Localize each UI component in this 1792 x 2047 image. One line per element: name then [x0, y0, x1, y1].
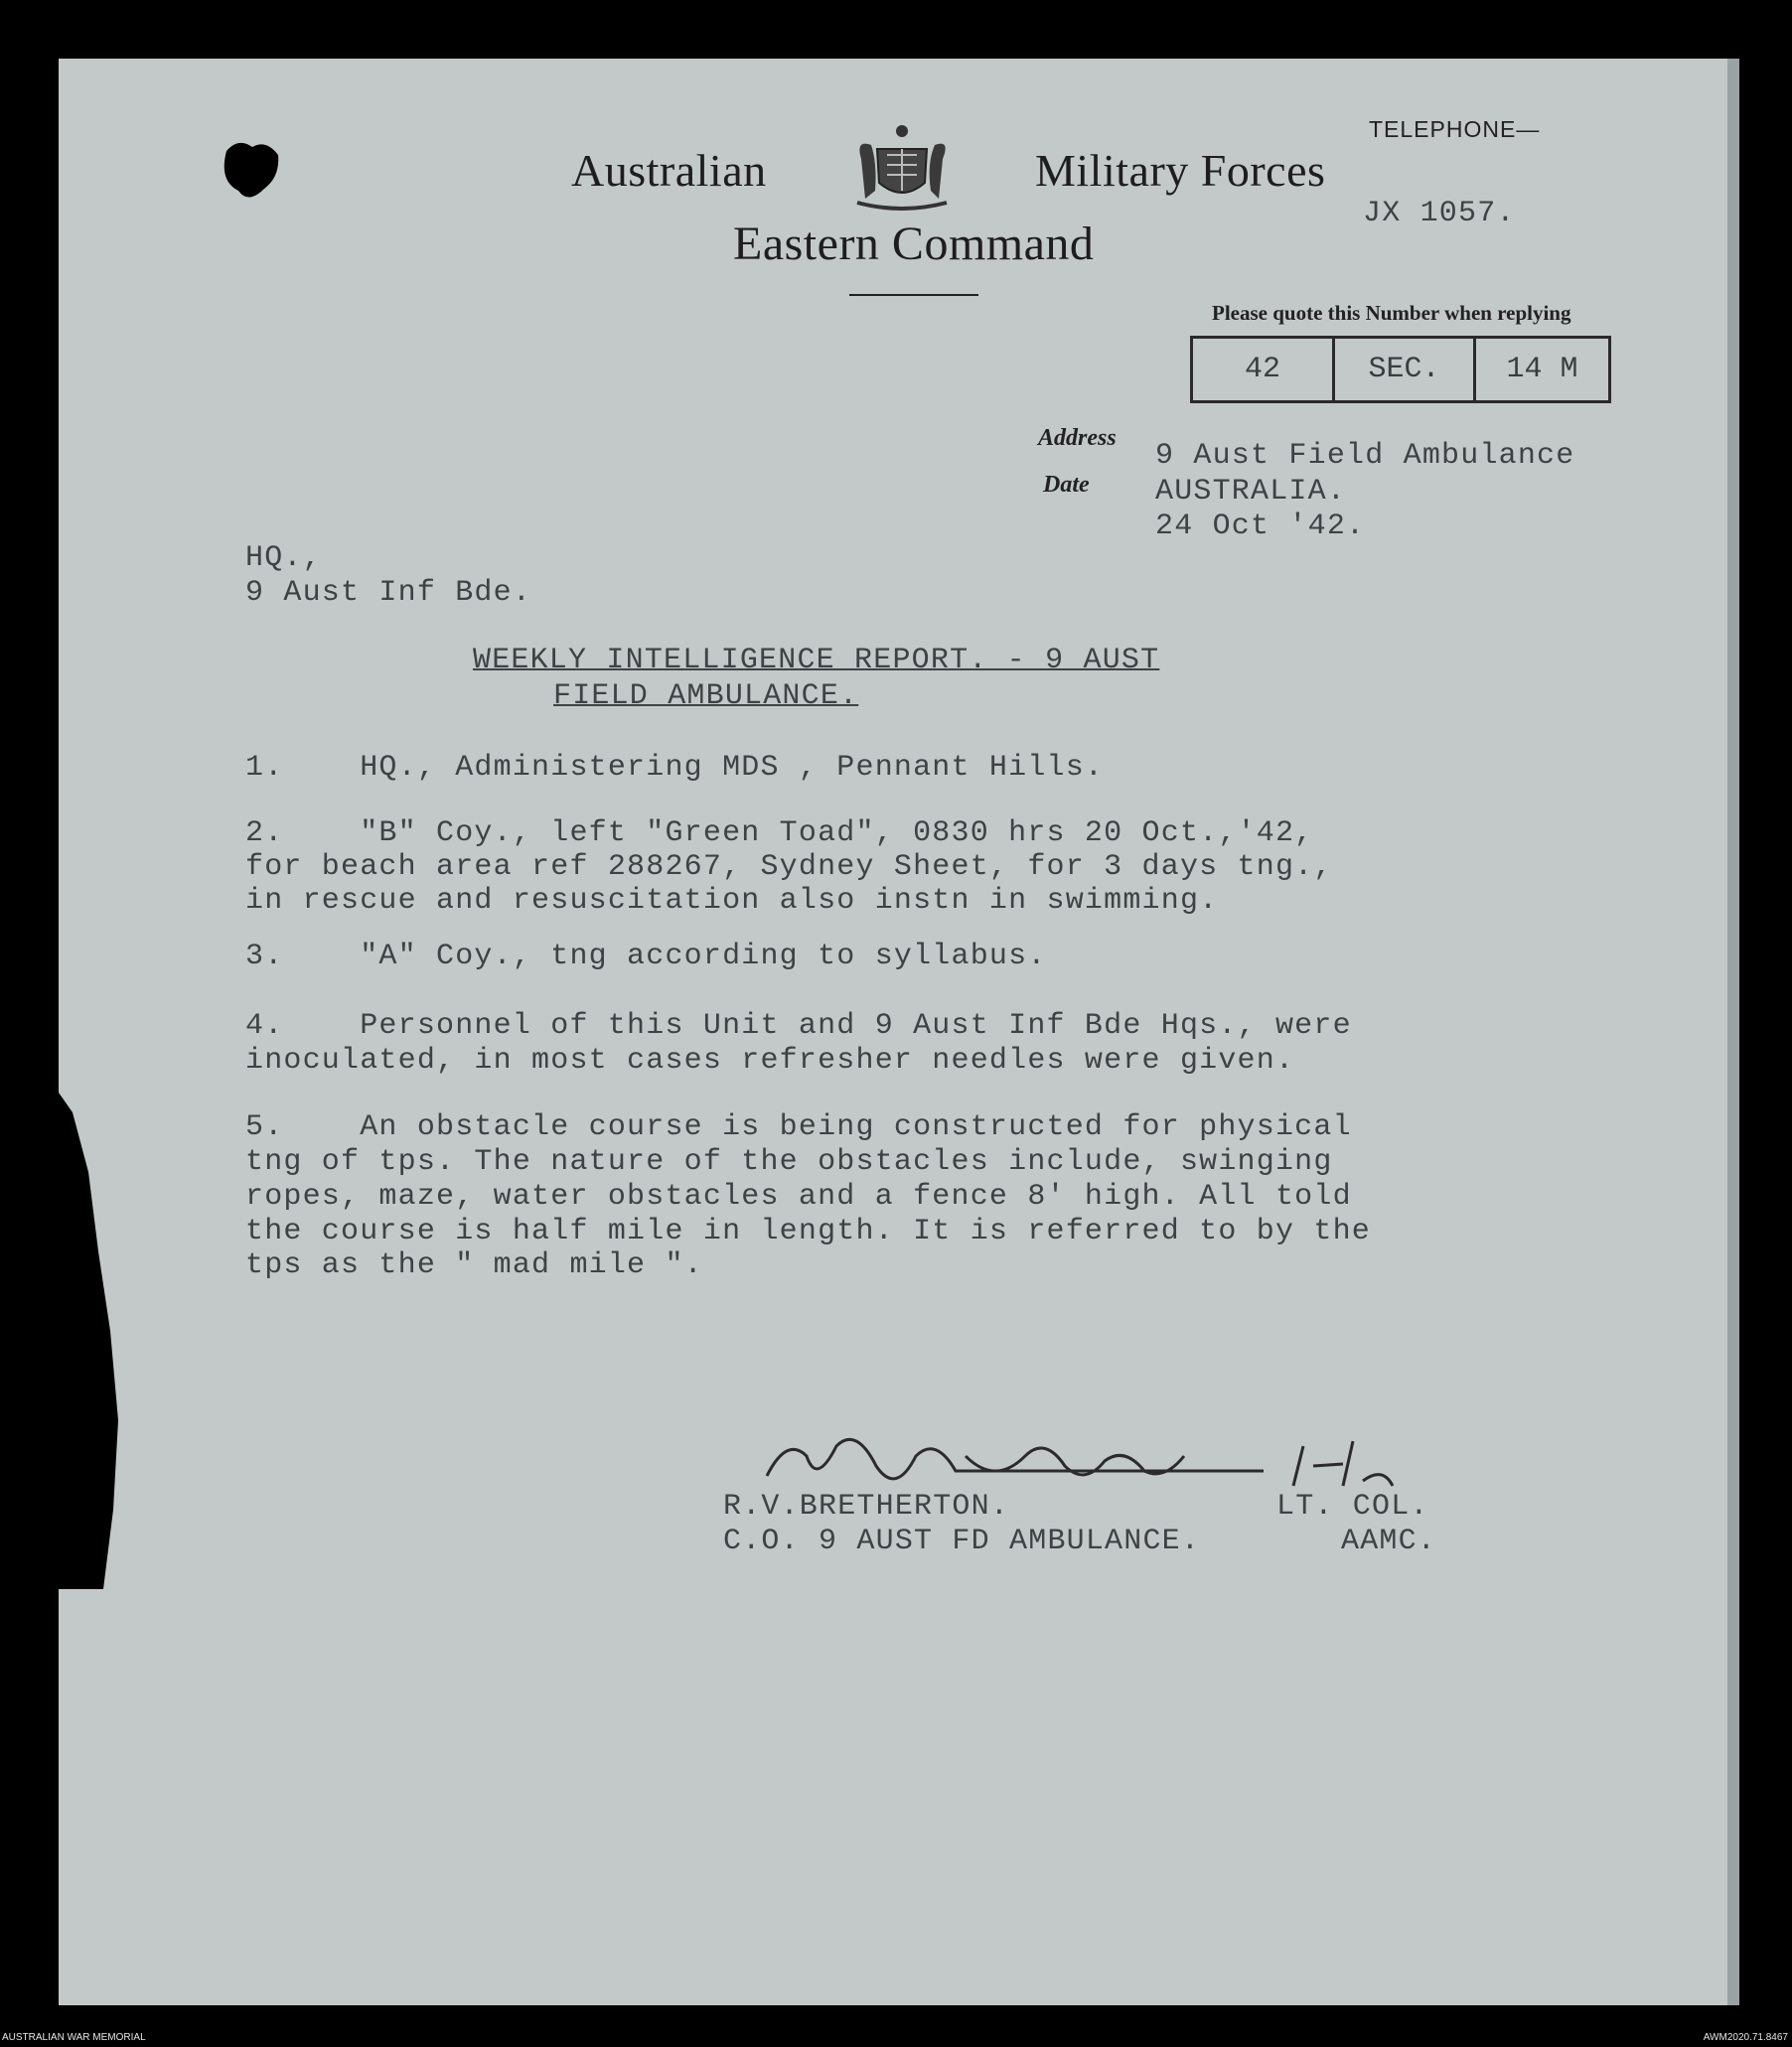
paragraph-2-line: 2. "B" Coy., left "Green Toad", 0830 hrs 20 Oct.,'42, — [245, 816, 1314, 850]
telephone-number: JX 1057. — [1363, 197, 1516, 230]
paragraph-5-line: tps as the " mad mile ". — [245, 1248, 703, 1282]
paragraph-5-line: the course is half mile in length. It is referred to by the — [245, 1215, 1371, 1248]
footer-institution: AUSTRALIAN WAR MEMORIAL — [2, 2032, 146, 2043]
reference-cell: 14 M — [1473, 339, 1608, 400]
letterhead-rule — [849, 294, 978, 296]
signatory-corps: AAMC. — [1341, 1525, 1437, 1558]
torn-hole — [209, 129, 298, 219]
page-edge — [1727, 59, 1739, 2005]
torn-edge — [59, 1093, 138, 1589]
subject-line1: WEEKLY INTELLIGENCE REPORT. - 9 AUST — [473, 644, 1160, 677]
paragraph-4-line: inoculated, in most cases refresher needles were given. — [245, 1044, 1295, 1078]
paragraph-2-line: for beach area ref 288267, Sydney Sheet, for 3 days tng., — [245, 850, 1333, 884]
coat-of-arms-icon — [847, 119, 957, 217]
telephone-label: TELEPHONE— — [1369, 116, 1541, 142]
paragraph-5-line: 5. An obstacle course is being constructed for physical — [245, 1110, 1352, 1144]
address-label: Address — [1038, 425, 1117, 451]
letterhead-military-forces: Military Forces — [1035, 145, 1326, 196]
subject-line2: FIELD AMBULANCE. — [553, 679, 859, 713]
sender-address-line1: 9 Aust Field Ambulance — [1155, 439, 1575, 473]
signatory-rank: LT. COL. — [1276, 1490, 1429, 1524]
footer-accession-number: AWM2020.71.8467 — [1703, 2032, 1788, 2043]
sender-address-line2: AUSTRALIA. — [1155, 475, 1347, 509]
reference-cell: 42 — [1244, 353, 1280, 386]
letterhead-australian: Australian — [571, 145, 767, 196]
reference-cell: SEC. — [1332, 339, 1473, 400]
paragraph-1: 1. HQ., Administering MDS , Pennant Hills. — [245, 751, 1105, 785]
signatory-appointment: C.O. 9 AUST FD AMBULANCE. — [723, 1525, 1201, 1558]
paragraph-5-line: tng of tps. The nature of the obstacles include, swinging — [245, 1145, 1333, 1179]
letterhead-eastern-command: Eastern Command — [733, 218, 1095, 270]
paragraph-5-line: ropes, maze, water obstacles and a fence 8' high. All told — [245, 1180, 1352, 1214]
recipient-line2: 9 Aust Inf Bde. — [245, 576, 532, 610]
paragraph-4-line: 4. Personnel of this Unit and 9 Aust Inf Bde Hqs., were — [245, 1009, 1352, 1043]
signatory-name: R.V.BRETHERTON. — [723, 1490, 1010, 1524]
recipient-line1: HQ., — [245, 541, 322, 575]
paragraph-3: 3. "A" Coy., tng according to syllabus. — [245, 940, 1047, 973]
reference-number-box — [1190, 336, 1611, 403]
date-label: Date — [1043, 472, 1090, 498]
letter-date: 24 Oct '42. — [1155, 510, 1366, 543]
paragraph-2-line: in rescue and resuscitation also instn in swimming. — [245, 884, 1219, 918]
quote-number-note: Please quote this Number when replying — [1212, 301, 1571, 325]
